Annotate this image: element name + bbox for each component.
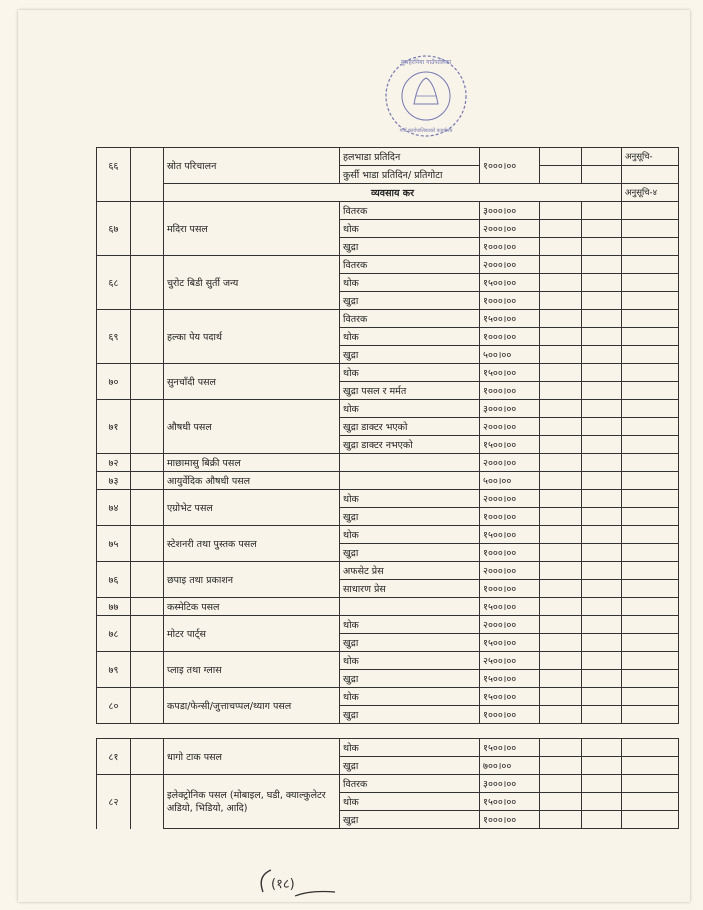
blank-column (131, 739, 164, 775)
amount: १५००।०० (480, 670, 540, 688)
blank-column (540, 148, 582, 166)
amount: १५००।०० (480, 274, 540, 292)
blank-column (540, 454, 582, 472)
table-row (97, 364, 679, 382)
remarks (622, 739, 679, 757)
blank-column (540, 580, 582, 598)
sub-category: थोक (340, 328, 480, 346)
blank-column (540, 670, 582, 688)
blank-column (582, 382, 622, 400)
blank-column (540, 328, 582, 346)
table-row (97, 454, 679, 472)
sub-category: थोक (340, 739, 480, 757)
serial-number: ८० (97, 688, 131, 724)
amount: २०००।०० (480, 562, 540, 580)
blank-column (582, 526, 622, 544)
table-row (97, 256, 679, 274)
item-name (164, 364, 340, 400)
amount: २०००।०० (480, 220, 540, 238)
table-row (97, 490, 679, 508)
item-name (164, 616, 340, 652)
sub-category: अफसेट प्रेस (340, 562, 480, 580)
amount: २०००।०० (480, 490, 540, 508)
table-row (97, 739, 679, 757)
table-row (97, 526, 679, 544)
blank-column (131, 526, 164, 562)
serial-number: ८१ (97, 739, 131, 775)
table-row (97, 310, 679, 328)
item-name-text: धागो टाक पसल (167, 752, 222, 763)
remarks (622, 706, 679, 724)
blank-column (540, 256, 582, 274)
blank-column (582, 310, 622, 328)
sub-category: खुद्रा (340, 670, 480, 688)
blank-column (540, 364, 582, 382)
remarks (622, 292, 679, 310)
sub-category: खुद्रा (340, 346, 480, 364)
item-name (164, 454, 340, 472)
remarks (622, 562, 679, 580)
item-name-text: औषधी पसल (167, 422, 212, 433)
blank-column (582, 238, 622, 256)
blank-column (131, 454, 164, 472)
remarks (622, 508, 679, 526)
amount: ३०००।०० (480, 775, 540, 793)
remarks (622, 346, 679, 364)
amount: ७००।०० (480, 757, 540, 775)
sub-category: खुद्रा पसल र मर्मत (340, 382, 480, 400)
item-name (164, 472, 340, 490)
amount: १०००।०० (480, 580, 540, 598)
item-name-text: इलेक्ट्रोनिक पसल (मोबाइल, घडी, क्याल्कुलेटर अडियो, भिडियो, आदि) (167, 789, 326, 814)
blank-column (540, 526, 582, 544)
remarks (622, 634, 679, 652)
signature-page-mark (255, 862, 345, 902)
blank-column (540, 400, 582, 418)
amount: १०००।०० (480, 292, 540, 310)
item-name-text: स्रोत परिचालन (167, 161, 217, 172)
item-name-text: प्लाइ तथा ग्लास (167, 665, 222, 676)
blank-column (540, 436, 582, 454)
sub-category: वितरक (340, 256, 480, 274)
blank-column (582, 148, 622, 166)
blank-column (131, 598, 164, 616)
blank-column (582, 472, 622, 490)
blank-column (540, 310, 582, 328)
blank-column (540, 220, 582, 238)
item-name (164, 688, 340, 724)
amount: ३०००।०० (480, 400, 540, 418)
blank-column (582, 274, 622, 292)
blank-column (540, 739, 582, 757)
item-name (164, 490, 340, 526)
blank-column (540, 688, 582, 706)
item-name-text: चुरोट बिडी सुर्ती जन्य (167, 278, 239, 289)
serial-number: ६८ (97, 256, 131, 310)
amount: १०००।०० (480, 706, 540, 724)
amount: ५००।०० (480, 346, 540, 364)
item-name-text: मदिरा पसल (167, 224, 208, 235)
item-name (164, 256, 340, 310)
sub-category: खुद्रा (340, 292, 480, 310)
blank-column (582, 652, 622, 670)
blank-column (131, 310, 164, 364)
remarks (622, 220, 679, 238)
item-name (164, 148, 340, 184)
serial-number: ६६ (97, 148, 131, 184)
amount: १०००।०० (480, 328, 540, 346)
blank-column (540, 166, 582, 184)
sub-category: खुद्रा डाक्टर नभएको (340, 436, 480, 454)
item-name (164, 652, 340, 688)
item-name-text: छपाइ तथा प्रकाशन (167, 575, 234, 586)
sub-category: थोक (340, 652, 480, 670)
blank-column (582, 775, 622, 793)
blank-column (582, 400, 622, 418)
remarks (622, 364, 679, 382)
blank-column (582, 670, 622, 688)
sub-category (340, 598, 480, 616)
remarks: अनुसूचि-४ (622, 184, 679, 202)
blank-column (540, 292, 582, 310)
table-row (97, 202, 679, 220)
remarks (622, 454, 679, 472)
amount: २५००।०० (480, 652, 540, 670)
remarks (622, 382, 679, 400)
blank-column (540, 616, 582, 634)
sub-category: खुद्रा (340, 238, 480, 256)
blank-column (131, 652, 164, 688)
section-title: व्यवसाय कर (164, 184, 622, 202)
blank-column (540, 634, 582, 652)
serial-number (97, 184, 131, 202)
sub-category: थोक (340, 400, 480, 418)
serial-number: ७३ (97, 472, 131, 490)
amount: २०००।०० (480, 256, 540, 274)
blank-column (540, 775, 582, 793)
sub-category: हलभाडा प्रतिदिन (340, 148, 480, 166)
blank-column (131, 364, 164, 400)
table-row (97, 472, 679, 490)
table-row (97, 598, 679, 616)
amount: २०००।०० (480, 616, 540, 634)
remarks (622, 775, 679, 793)
blank-column (582, 166, 622, 184)
blank-column (582, 598, 622, 616)
item-name (164, 775, 340, 829)
serial-number: ७४ (97, 490, 131, 526)
blank-column (582, 328, 622, 346)
item-name-text: हल्का पेय पदार्थ (167, 332, 223, 343)
remarks (622, 688, 679, 706)
blank-column (131, 472, 164, 490)
table-row (97, 148, 679, 166)
remarks (622, 598, 679, 616)
item-name-text: माछामासु बिक्री पसल (167, 458, 241, 469)
table-row (97, 562, 679, 580)
remarks (622, 616, 679, 634)
amount: १५००।०० (480, 688, 540, 706)
sub-category: थोक (340, 616, 480, 634)
blank-column (131, 202, 164, 256)
amount: २०००।०० (480, 454, 540, 472)
sub-category: खुद्रा (340, 811, 480, 829)
remarks (622, 166, 679, 184)
remarks (622, 757, 679, 775)
amount: १५००।०० (480, 364, 540, 382)
office-seal-stamp (382, 52, 470, 140)
sub-category: थोक (340, 364, 480, 382)
remarks (622, 652, 679, 670)
item-name-text: कपडा/फेन्सी/जुत्ताचप्पल/थ्याग पसल (167, 701, 292, 712)
serial-number: ८२ (97, 775, 131, 829)
amount: १५००।०० (480, 436, 540, 454)
amount: १०००।०० (480, 382, 540, 400)
blank-column (540, 598, 582, 616)
amount: १५००।०० (480, 739, 540, 757)
blank-column (582, 508, 622, 526)
amount: १५००।०० (480, 526, 540, 544)
amount: १५००।०० (480, 634, 540, 652)
table-row (97, 400, 679, 418)
item-name-text: आयुर्वेदिक औषधी पसल (167, 476, 251, 487)
sub-category: थोक (340, 688, 480, 706)
item-name-text: सुनचाँदी पसल (167, 377, 216, 388)
sub-category: थोक (340, 526, 480, 544)
blank-column (582, 418, 622, 436)
amount: १५००।०० (480, 793, 540, 811)
remarks (622, 238, 679, 256)
gap-cell (97, 724, 679, 739)
blank-column (540, 274, 582, 292)
remarks (622, 490, 679, 508)
remarks (622, 793, 679, 811)
table-row (97, 652, 679, 670)
blank-column (540, 562, 582, 580)
sub-category: खुद्रा (340, 634, 480, 652)
blank-column (582, 793, 622, 811)
blank-column (582, 811, 622, 829)
blank-column (540, 472, 582, 490)
blank-column (582, 220, 622, 238)
item-name-text: स्टेशनरी तथा पुस्तक पसल (167, 539, 257, 550)
item-name (164, 202, 340, 256)
remarks (622, 544, 679, 562)
blank-column (131, 775, 164, 829)
blank-column (582, 202, 622, 220)
amount: ३०००।०० (480, 202, 540, 220)
blank-column (582, 454, 622, 472)
blank-column (131, 148, 164, 184)
sub-category: वितरक (340, 310, 480, 328)
amount: १५००।०० (480, 598, 540, 616)
blank-column (540, 382, 582, 400)
table-row (97, 688, 679, 706)
item-name (164, 310, 340, 364)
amount: २०००।०० (480, 418, 540, 436)
blank-column (540, 811, 582, 829)
section-header-row (97, 184, 679, 202)
serial-number: ७७ (97, 598, 131, 616)
sub-category: खुद्रा (340, 544, 480, 562)
blank-column (131, 490, 164, 526)
blank-column (582, 346, 622, 364)
amount: १०००।०० (480, 238, 540, 256)
sub-category: थोक (340, 793, 480, 811)
sub-category: वितरक (340, 202, 480, 220)
remarks (622, 418, 679, 436)
remarks (622, 256, 679, 274)
remarks: अनुसूचि- (622, 148, 679, 166)
remarks (622, 274, 679, 292)
sub-category: कुर्सी भाडा प्रतिदिन/ प्रतिगोटा (340, 166, 480, 184)
remarks (622, 436, 679, 454)
remarks (622, 202, 679, 220)
blank-column (540, 652, 582, 670)
item-name (164, 739, 340, 775)
blank-column (582, 688, 622, 706)
serial-number: ७८ (97, 616, 131, 652)
remarks (622, 580, 679, 598)
svg-text:मुसहरनिया गाउँपालिका: मुसहरनिया गाउँपालिका (400, 59, 452, 66)
blank-column (540, 490, 582, 508)
blank-column (131, 562, 164, 598)
remarks (622, 472, 679, 490)
serial-number: ६९ (97, 310, 131, 364)
blank-column (582, 706, 622, 724)
sub-category (340, 454, 480, 472)
item-name-text: एग्रोभेट पसल (167, 503, 213, 514)
svg-text:(१८): (१८) (271, 877, 295, 892)
sub-category: खुद्रा (340, 706, 480, 724)
svg-text:गाउँ कार्यपालिकाको कार्यालय: गाउँ कार्यपालिकाको कार्यालय (399, 128, 453, 134)
blank-column (540, 238, 582, 256)
blank-column (582, 544, 622, 562)
table-row (97, 775, 679, 793)
blank-column (582, 490, 622, 508)
sub-category: थोक (340, 220, 480, 238)
blank-column (540, 346, 582, 364)
remarks (622, 526, 679, 544)
remarks (622, 400, 679, 418)
serial-number: ६७ (97, 202, 131, 256)
serial-number: ७१ (97, 400, 131, 454)
sub-category: खुद्रा (340, 757, 480, 775)
blank-column (582, 739, 622, 757)
item-name (164, 598, 340, 616)
blank-column (540, 757, 582, 775)
sub-category: खुद्रा (340, 508, 480, 526)
sub-category: खुद्रा डाक्टर भएको (340, 418, 480, 436)
item-name (164, 562, 340, 598)
blank-column (582, 256, 622, 274)
sub-category: थोक (340, 490, 480, 508)
amount: ५००।०० (480, 472, 540, 490)
amount: १०००।०० (480, 148, 540, 184)
item-name-text: मोटर पार्ट्स (167, 629, 206, 640)
blank-column (540, 544, 582, 562)
blank-column (582, 757, 622, 775)
amount: १५००।०० (480, 310, 540, 328)
sub-category: थोक (340, 274, 480, 292)
serial-number: ७० (97, 364, 131, 400)
serial-number: ७५ (97, 526, 131, 562)
table-row (97, 616, 679, 634)
serial-number: ७२ (97, 454, 131, 472)
item-name (164, 526, 340, 562)
item-name (164, 400, 340, 454)
sub-category (340, 472, 480, 490)
table-gap-row (97, 724, 679, 739)
amount: १०००।०० (480, 508, 540, 526)
blank-column (131, 256, 164, 310)
remarks (622, 670, 679, 688)
amount: १०००।०० (480, 544, 540, 562)
remarks (622, 310, 679, 328)
blank-column (540, 202, 582, 220)
remarks (622, 811, 679, 829)
blank-column (131, 688, 164, 724)
blank-column (582, 364, 622, 382)
serial-number: ७९ (97, 652, 131, 688)
blank-column (582, 616, 622, 634)
sub-category: वितरक (340, 775, 480, 793)
blank-column (131, 616, 164, 652)
blank-column (582, 436, 622, 454)
blank-column (582, 580, 622, 598)
tax-rate-table (96, 147, 679, 829)
remarks (622, 328, 679, 346)
serial-number: ७६ (97, 562, 131, 598)
blank-column (540, 418, 582, 436)
item-name-text: कस्मेटिक पसल (167, 602, 220, 613)
blank-column (582, 634, 622, 652)
blank-column (582, 562, 622, 580)
blank-column (582, 292, 622, 310)
amount: १०००।०० (480, 811, 540, 829)
sub-category: साधारण प्रेस (340, 580, 480, 598)
blank-column (540, 793, 582, 811)
blank-column (131, 184, 164, 202)
blank-column (131, 400, 164, 454)
blank-column (540, 508, 582, 526)
blank-column (540, 706, 582, 724)
